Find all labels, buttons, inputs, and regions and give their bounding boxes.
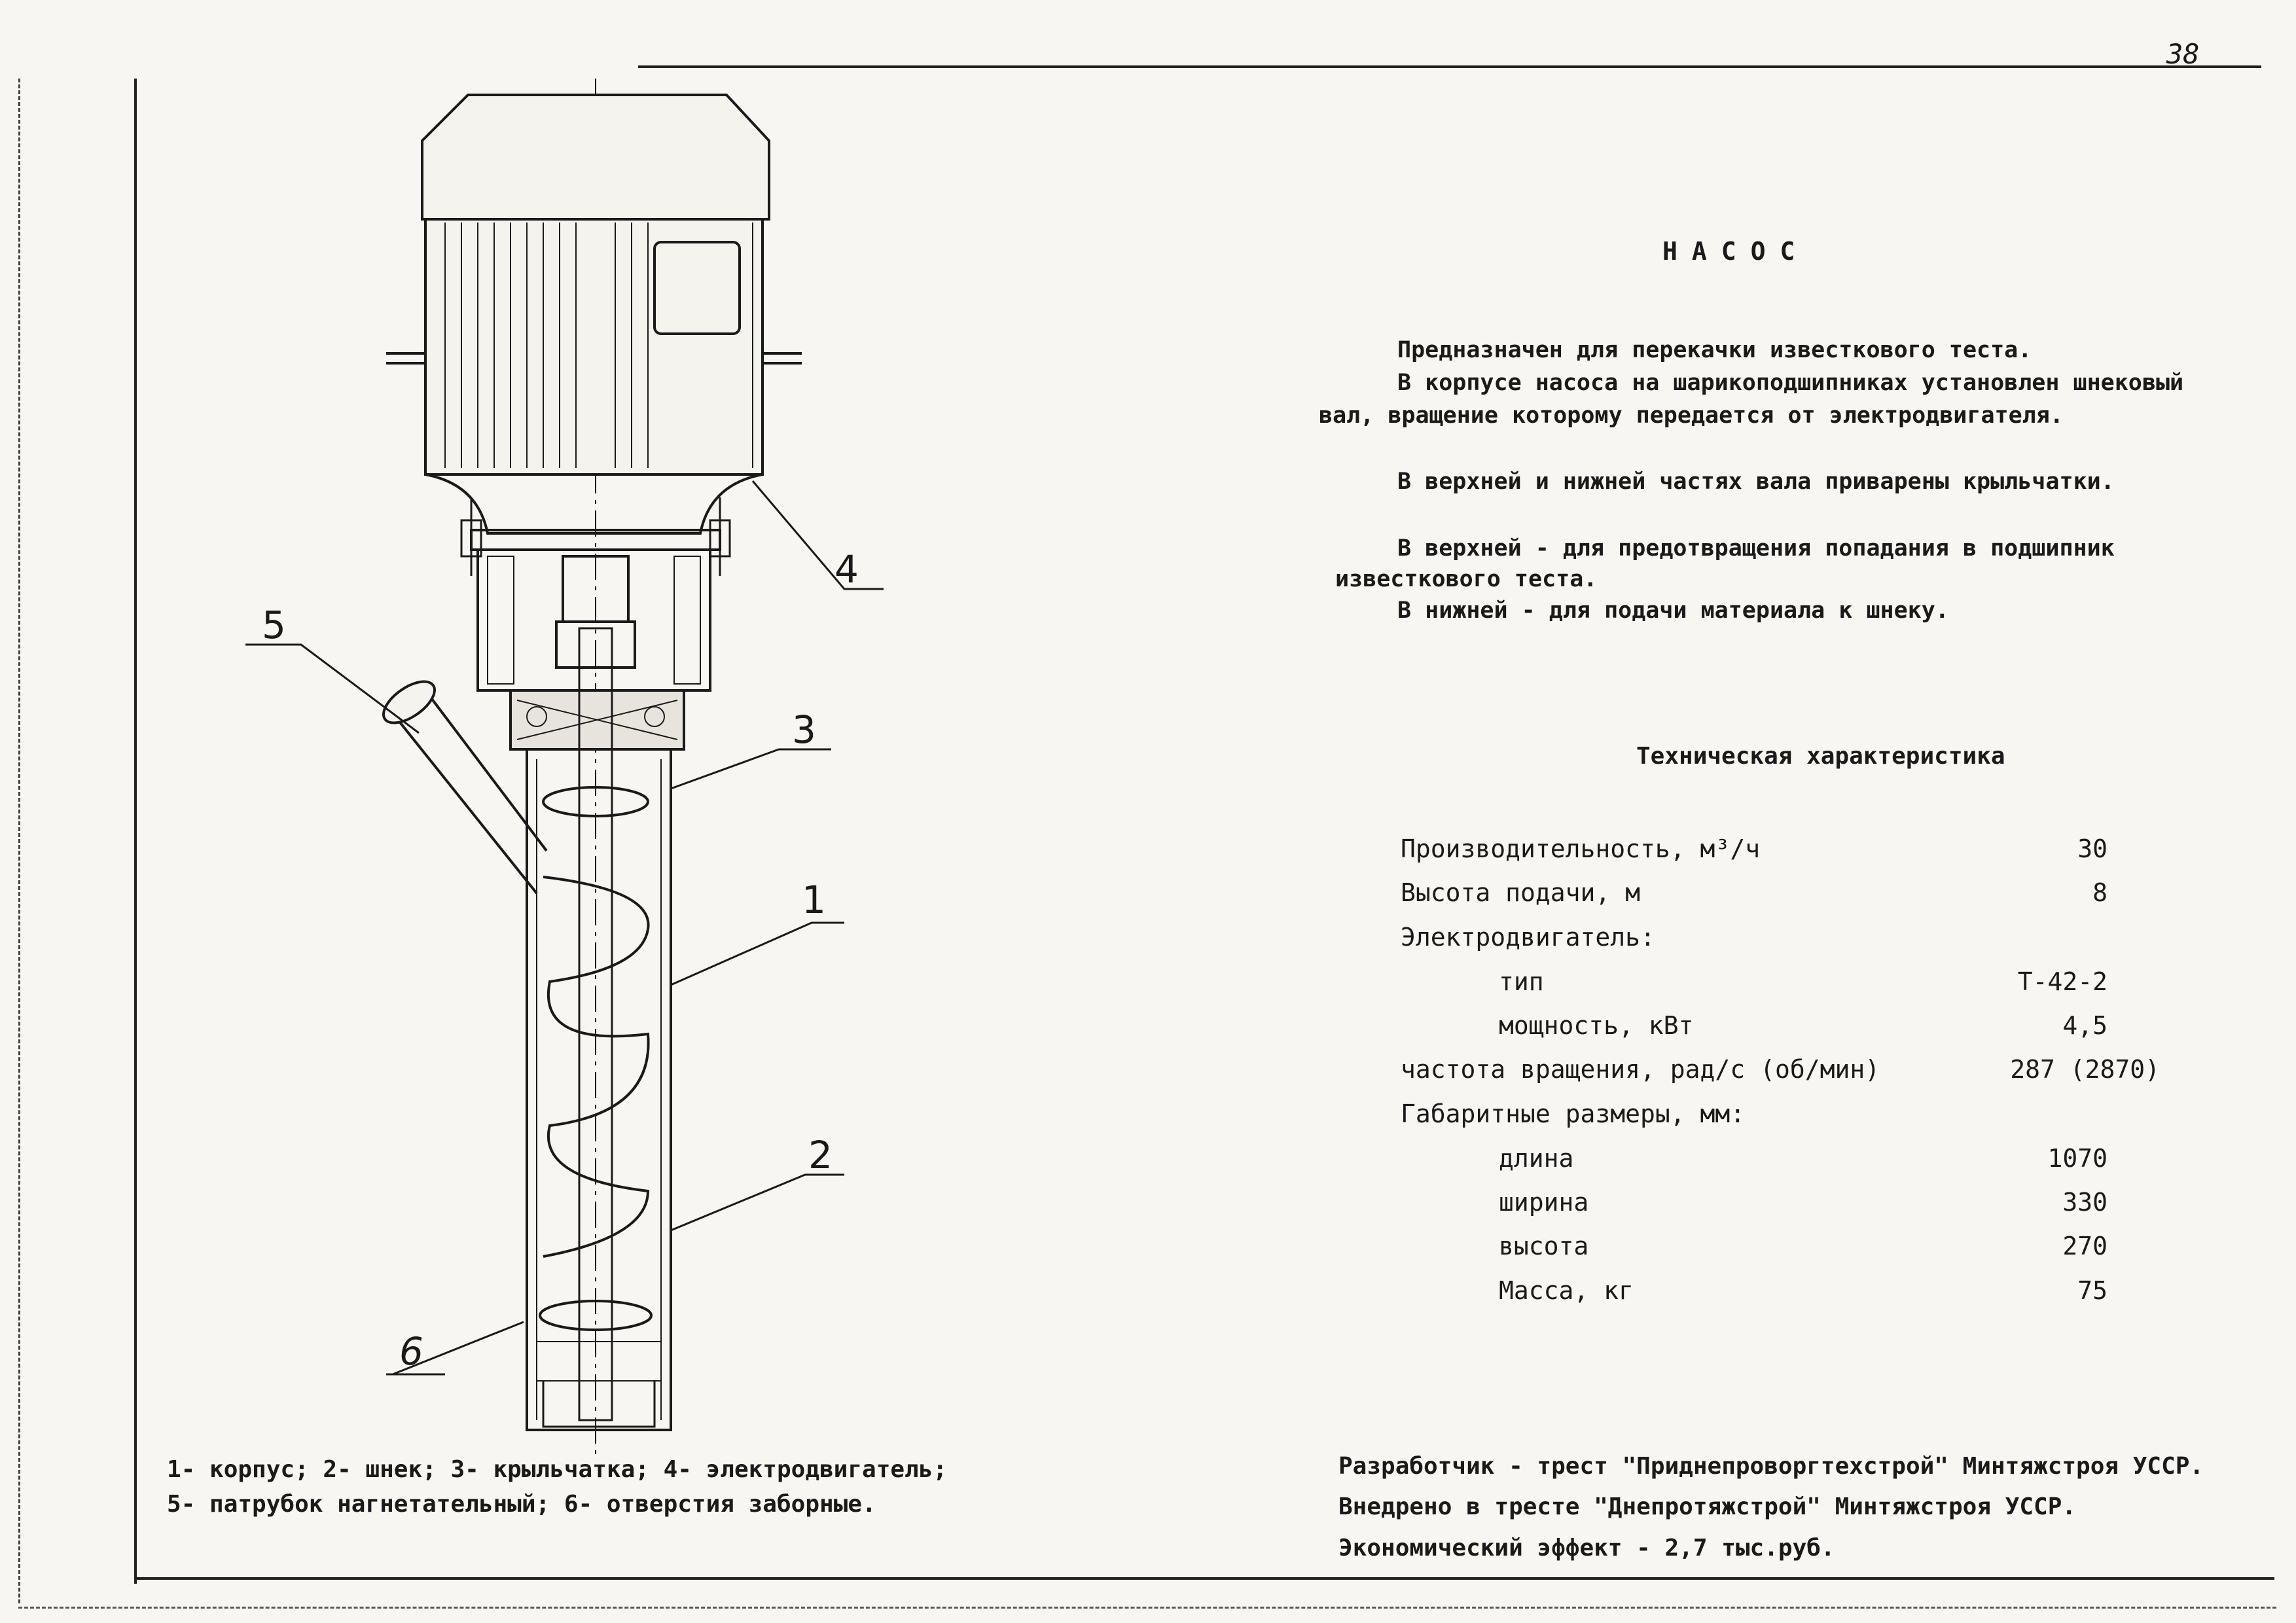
callout-1: 1 <box>802 878 826 922</box>
spec-value: 8 <box>2092 878 2108 907</box>
callout-3: 3 <box>792 707 816 752</box>
coupling-housing <box>478 550 710 690</box>
pump-drawing <box>0 0 982 1492</box>
spec-value: 1070 <box>2047 1144 2108 1173</box>
spec-value: 75 <box>2077 1276 2108 1305</box>
motor-cover <box>422 95 769 219</box>
leader-4 <box>753 481 884 589</box>
legend-line: 5- патрубок нагнетательный; 6- отверстия заборные. <box>167 1491 876 1518</box>
description-line: известкового теста. <box>1335 566 1598 592</box>
spec-label: длина <box>1499 1144 1574 1173</box>
spec-label: высота <box>1499 1232 1589 1260</box>
spec-value: 287 (2870) <box>2010 1055 2160 1084</box>
spec-label: частота вращения, рад/с (об/мин) <box>1401 1055 1880 1084</box>
spec-label: ширина <box>1499 1188 1589 1217</box>
pump-casing <box>527 749 671 1430</box>
description-line: В верхней и нижней частях вала приварены крыльчатки. <box>1397 469 2115 495</box>
spec-title: Техническая характеристика <box>1636 743 2005 770</box>
spec-label: Высота подачи, м <box>1401 878 1641 907</box>
spec-value: 30 <box>2077 834 2108 863</box>
spec-label: Электродвигатель: <box>1401 923 1655 952</box>
spec-value: 330 <box>2062 1188 2108 1217</box>
callout-6: 6 <box>399 1329 423 1374</box>
spec-value: Т-42-2 <box>2017 967 2108 996</box>
motor-flange <box>425 474 762 533</box>
spec-label: Производительность, м³/ч <box>1401 834 1761 863</box>
credits-line: Внедрено в тресте "Днепротяжстрой" Минтяжстроя УССР. <box>1338 1493 2077 1520</box>
terminal-box <box>655 242 740 334</box>
description-line: Предназначен для перекачки известкового теста. <box>1397 337 2032 363</box>
spec-label: Масса, кг <box>1499 1276 1634 1305</box>
spec-label: Габаритные размеры, мм: <box>1401 1099 1746 1128</box>
spec-label: мощность, кВт <box>1499 1011 1694 1040</box>
spec-value: 4,5 <box>2062 1011 2108 1040</box>
intake-holes <box>537 1342 661 1381</box>
description-line: вал, вращение которому передается от электродвигателя. <box>1319 402 2064 429</box>
document-title: НАСОС <box>1662 237 1810 266</box>
legend-line: 1- корпус; 2- шнек; 3- крыльчатка; 4- электродвигатель; <box>167 1456 948 1483</box>
scan-edge-bottom <box>18 1607 2276 1610</box>
description-line: В корпусе насоса на шарикоподшипниках установлен шнековый <box>1397 370 2184 396</box>
credits-line: Экономический эффект - 2,7 тыс.руб. <box>1338 1535 1835 1561</box>
credits-line: Разработчик - трест "Приднепроворгтехстрой" Минтяжстроя УССР. <box>1338 1453 2204 1480</box>
frame-line-bottom <box>134 1577 2274 1580</box>
callout-4: 4 <box>834 547 859 592</box>
callout-5: 5 <box>262 603 286 647</box>
spec-label: тип <box>1499 967 1544 996</box>
description-line: В нижней - для подачи материала к шнеку. <box>1397 597 1949 624</box>
spec-value: 270 <box>2062 1232 2108 1260</box>
description-line: В верхней - для предотвращения попадания в подшипник <box>1397 535 2115 562</box>
leader-2 <box>671 1175 844 1230</box>
leader-1 <box>671 923 844 985</box>
leader-3 <box>671 749 831 789</box>
page-number: 38 <box>2166 38 2200 70</box>
callout-2: 2 <box>808 1133 833 1177</box>
